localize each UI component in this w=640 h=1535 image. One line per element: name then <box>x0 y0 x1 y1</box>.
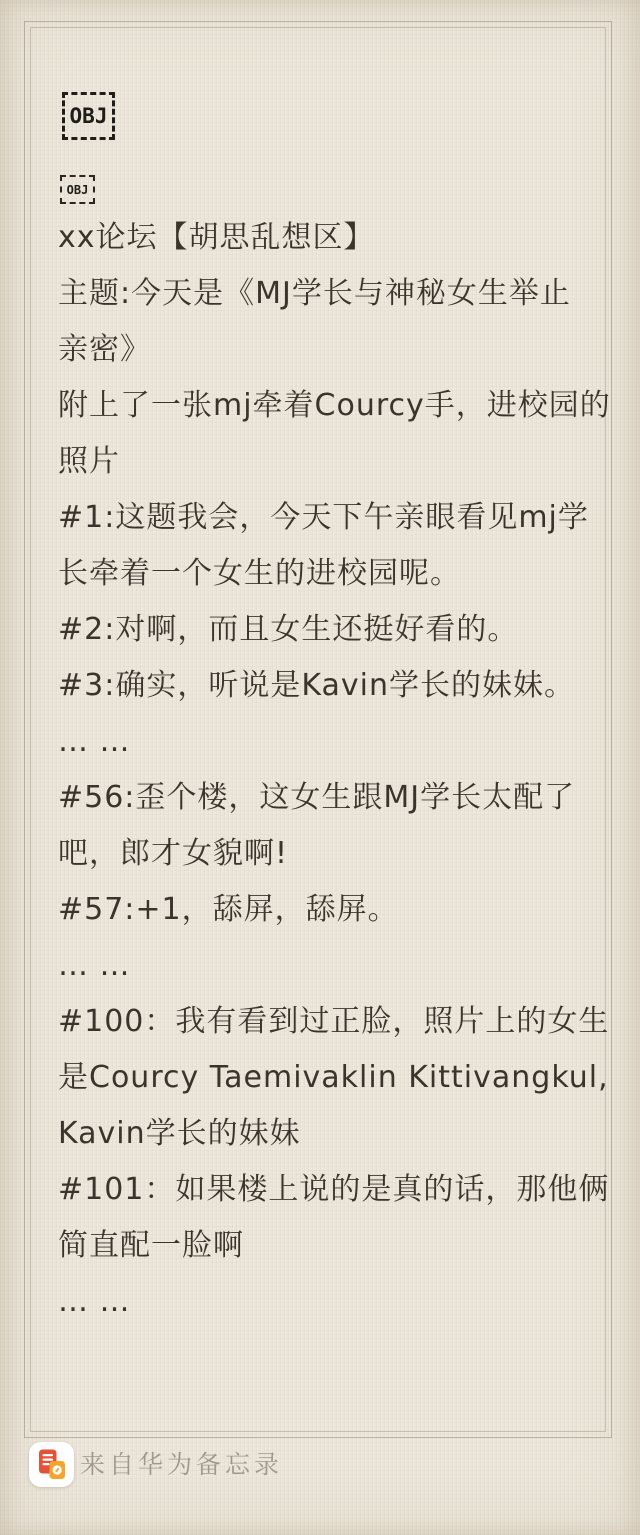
note-line-post-56-wrap: 吧，郎才女貌啊! <box>58 836 289 871</box>
note-text-body <box>58 210 624 1330</box>
note-line-photo-desc: 附上了一张mj牵着Courcy手，进校园的 <box>58 388 611 423</box>
note-line-ellipsis-3: … … <box>58 1284 131 1319</box>
note-line-topic-wrap: 亲密》 <box>58 332 151 367</box>
note-line-post-101-wrap: 简直配一脸啊 <box>58 1228 244 1263</box>
note-line-ellipsis-2: … … <box>58 948 131 983</box>
embedded-object-placeholder-large <box>62 92 115 140</box>
note-line-post-100-wrap2: Kavin学长的妹妹 <box>58 1116 301 1151</box>
watermark-source-label: 来自华为备忘录 <box>80 1450 284 1479</box>
obj-placeholder-label: OBJ <box>69 104 108 128</box>
note-line-topic: 主题:今天是《MJ学长与神秘女生举止 <box>58 276 571 311</box>
note-line-post-1-wrap: 长牵着一个女生的进校园呢。 <box>58 556 461 591</box>
note-line-photo-desc-wrap: 照片 <box>58 444 120 479</box>
note-line-post-3: #3:确实，听说是Kavin学长的妹妹。 <box>58 668 575 703</box>
note-line-post-56: #56:歪个楼，这女生跟MJ学长太配了 <box>58 780 576 815</box>
note-line-post-2: #2:对啊，而且女生还挺好看的。 <box>58 612 519 647</box>
note-line-post-100-wrap1: 是Courcy Taemivaklin Kittivangkul, <box>58 1060 609 1095</box>
note-line-forum-title: xx论坛【胡思乱想区】 <box>58 220 375 255</box>
note-line-ellipsis-1: … … <box>58 724 131 759</box>
obj-placeholder-label: OBJ <box>66 182 89 197</box>
embedded-object-placeholder-small <box>60 175 95 204</box>
note-line-post-101: #101：如果楼上说的是真的话，那他俩 <box>58 1172 610 1207</box>
note-line-post-57: #57:+1，舔屏，舔屏。 <box>58 892 399 927</box>
notes-app-icon <box>29 1442 74 1487</box>
note-line-post-100: #100：我有看到过正脸，照片上的女生 <box>58 1004 610 1039</box>
watermark-footer <box>0 1435 640 1535</box>
note-line-post-1: #1:这题我会，今天下午亲眼看见mj学 <box>58 500 589 535</box>
notes-app-icon-glyph <box>29 1442 74 1487</box>
